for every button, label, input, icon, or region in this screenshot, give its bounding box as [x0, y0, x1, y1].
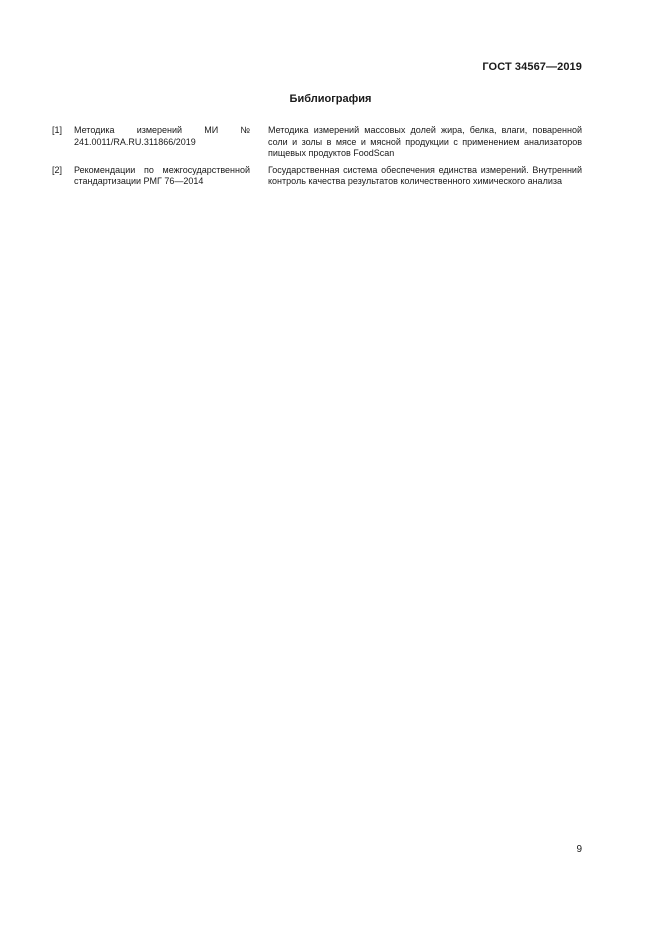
entry-source: Методика измерений МИ № 241.0011/RA.RU.311866/2019: [74, 125, 250, 147]
bibliography-entry: [52, 125, 582, 160]
document-code: ГОСТ 34567—2019: [482, 61, 582, 73]
section-title: Библиография: [289, 93, 372, 105]
entry-description: Методика измерений массовых долей жира, белка, влаги, поваренной соли и золы в мясе и мясной продукции с применением анализаторов пищевых продуктов FoodScan: [268, 125, 582, 158]
page-number: 9: [576, 844, 582, 855]
bibliography-list: [52, 125, 582, 193]
entry-number: [2]: [52, 164, 63, 175]
entry-number: [1]: [52, 125, 63, 135]
bibliography-entry: [52, 165, 582, 188]
entry-description: Государственная система обеспечения единства измерений. Внутренний контроль качества результатов количественного химического анализа: [268, 164, 582, 186]
entry-source: Рекомендации по межгосударственной стандартизации РМГ 76—2014: [74, 164, 250, 186]
